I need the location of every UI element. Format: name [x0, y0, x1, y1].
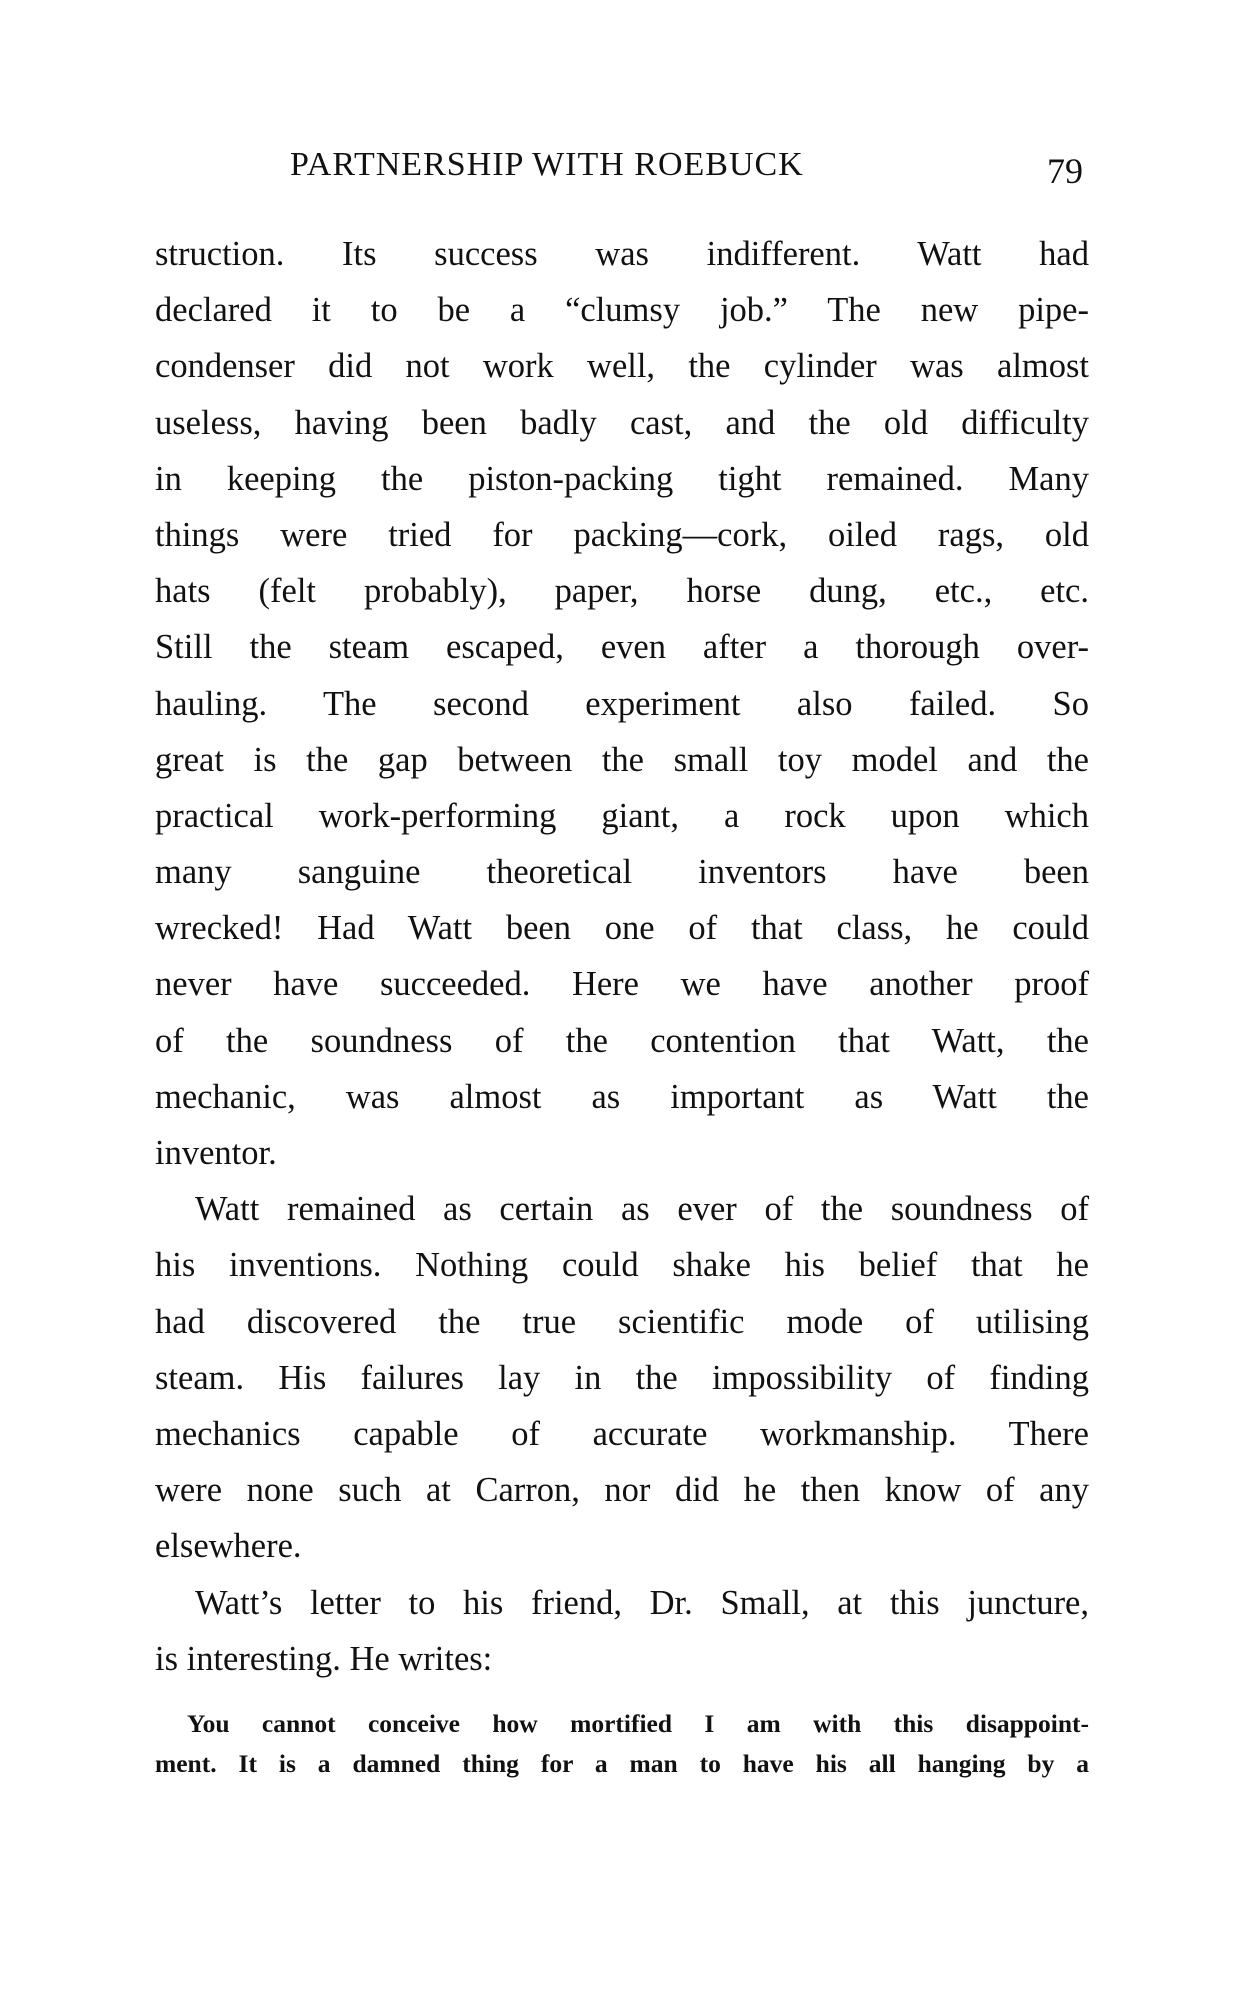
text-line: things were tried for packing—cork, oiled rags, old	[155, 515, 1089, 554]
running-header: PARTNERSHIP WITH ROEBUCK	[290, 146, 804, 183]
text-line: practical work-performing giant, a rock upon which	[155, 796, 1089, 835]
text-line: wrecked! Had Watt been one of that class, he could	[155, 909, 1089, 948]
text-line: many sanguine theoretical inventors have been	[155, 853, 1089, 892]
text-line: hauling. The second experiment also failed. So	[155, 684, 1089, 723]
text-line: Watt’s letter to his friend, Dr. Small, at this juncture,	[195, 1583, 1089, 1622]
text-line: of the soundness of the contention that Watt, the	[155, 1021, 1089, 1060]
text-line: condenser did not work well, the cylinder was almost	[155, 347, 1089, 386]
text-line: declared it to be a “clumsy job.” The new pipe-	[155, 291, 1089, 330]
paragraph	[155, 1575, 1089, 1687]
text-line: never have succeeded. Here we have another proof	[155, 965, 1089, 1004]
text-line: his inventions. Nothing could shake his belief that he	[155, 1246, 1089, 1285]
text-line: Still the steam escaped, even after a thorough over-	[155, 628, 1089, 667]
quote-line: ment. It is a damned thing for a man to have his all hanging by a	[155, 1749, 1089, 1778]
text-line: were none such at Carron, nor did he then know of any	[155, 1471, 1089, 1510]
text-line: hats (felt probably), paper, horse dung, etc., etc.	[155, 572, 1089, 611]
quote-line: You cannot conceive how mortified I am with this disappoint-	[187, 1709, 1089, 1738]
block-quote	[155, 1704, 1089, 1784]
paragraph	[155, 226, 1089, 1181]
text-line: in keeping the piston-packing tight remained. Many	[155, 459, 1089, 498]
text-line: had discovered the true scientific mode of utilising	[155, 1302, 1089, 1341]
text-line: steam. His failures lay in the impossibility of finding	[155, 1358, 1089, 1397]
body-text	[155, 226, 1089, 1687]
text-line: inventor.	[155, 1134, 277, 1172]
text-line: elsewhere.	[155, 1527, 302, 1566]
page-number: 79	[1047, 151, 1083, 191]
text-line: mechanics capable of accurate workmanship. There	[155, 1414, 1089, 1453]
text-line: Watt remained as certain as ever of the soundness of	[195, 1190, 1089, 1229]
text-line: useless, having been badly cast, and the old difficulty	[155, 403, 1089, 442]
text-line: struction. Its success was indifferent. Watt had	[155, 235, 1089, 273]
text-line: mechanic, was almost as important as Watt the	[155, 1077, 1089, 1116]
text-line: is interesting. He writes:	[155, 1639, 493, 1678]
paragraph	[155, 1181, 1089, 1574]
text-line: great is the gap between the small toy model and the	[155, 740, 1089, 779]
